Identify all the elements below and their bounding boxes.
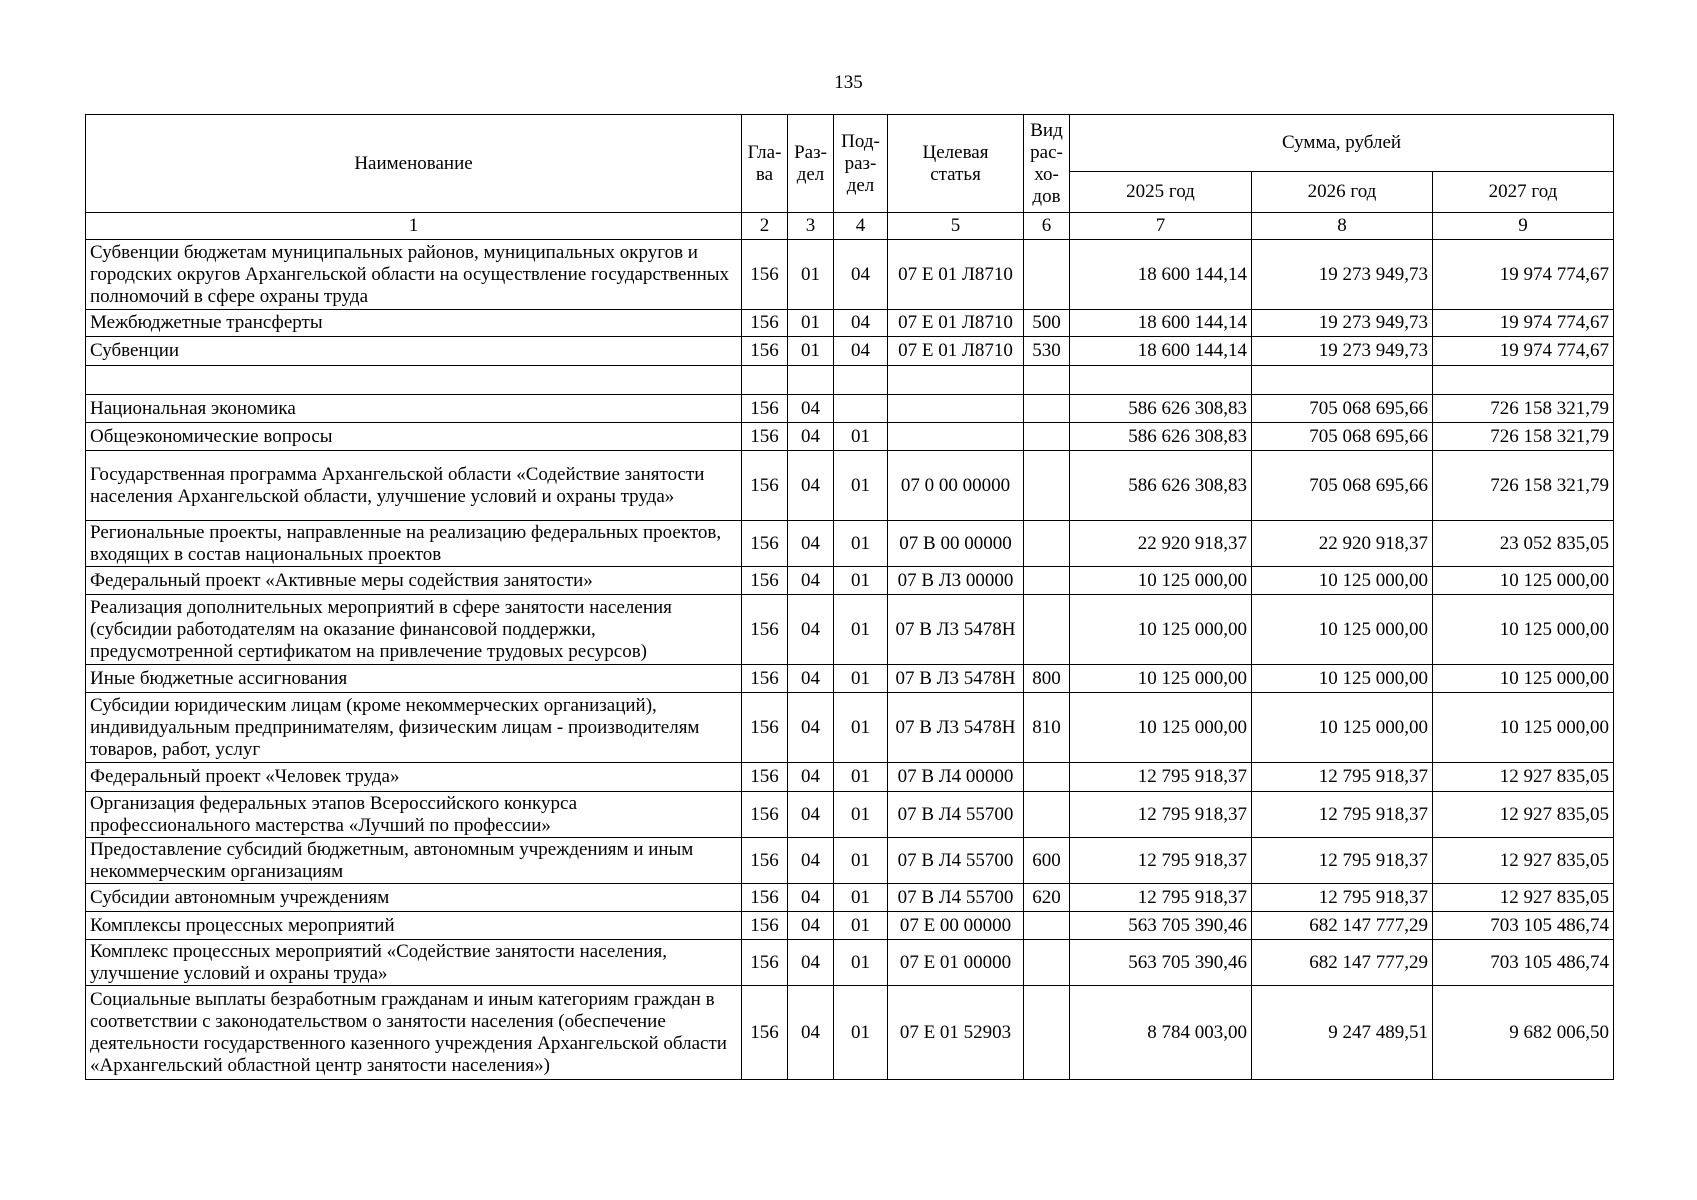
table-row — [86, 986, 1614, 1080]
row-podrazdel: 01 — [834, 838, 888, 884]
row-glava: 156 — [742, 567, 788, 595]
column-number-row — [86, 213, 1614, 240]
row-sum-2027: 19 974 774,67 — [1433, 337, 1614, 366]
row-razdel: 04 — [788, 763, 834, 792]
row-sum-2026: 12 795 918,37 — [1252, 763, 1433, 792]
row-sum-2026: 22 920 918,37 — [1252, 521, 1433, 567]
row-sum-2027: 10 125 000,00 — [1433, 595, 1614, 665]
row-sum-2025: 563 705 390,46 — [1070, 940, 1252, 986]
row-sum-2026: 705 068 695,66 — [1252, 451, 1433, 521]
row-vid-rashodov: 530 — [1024, 337, 1070, 366]
row-glava: 156 — [742, 838, 788, 884]
header-name: Наименование — [86, 115, 742, 213]
row-sum-2026: 12 795 918,37 — [1252, 838, 1433, 884]
row-celevaya-statya — [888, 366, 1024, 395]
column-number: 7 — [1070, 213, 1252, 240]
row-sum-2025: 18 600 144,14 — [1070, 337, 1252, 366]
row-name: Субсидии автономным учреждениям — [86, 884, 742, 912]
row-vid-rashodov — [1024, 595, 1070, 665]
row-sum-2027: 703 105 486,74 — [1433, 912, 1614, 940]
row-glava: 156 — [742, 240, 788, 310]
row-sum-2026: 705 068 695,66 — [1252, 423, 1433, 451]
row-sum-2026: 9 247 489,51 — [1252, 986, 1433, 1080]
row-glava: 156 — [742, 763, 788, 792]
row-sum-2025: 18 600 144,14 — [1070, 310, 1252, 337]
header-razdel: Раз- дел — [788, 115, 834, 213]
row-name: Субвенции бюджетам муниципальных районов, муниципальных округов и городских округов Архангельской области на осуществление государственных полномочий в сфере охраны труда — [86, 240, 742, 310]
row-sum-2025: 22 920 918,37 — [1070, 521, 1252, 567]
header-year-2026: 2026 год — [1252, 172, 1433, 213]
row-vid-rashodov — [1024, 763, 1070, 792]
row-sum-2026: 12 795 918,37 — [1252, 792, 1433, 838]
row-podrazdel: 01 — [834, 912, 888, 940]
row-vid-rashodov — [1024, 395, 1070, 423]
row-sum-2025: 12 795 918,37 — [1070, 838, 1252, 884]
row-celevaya-statya: 07 В Л4 55700 — [888, 792, 1024, 838]
row-name: Общеэкономические вопросы — [86, 423, 742, 451]
row-podrazdel: 01 — [834, 665, 888, 693]
table-row — [86, 940, 1614, 986]
row-sum-2025: 10 125 000,00 — [1070, 693, 1252, 763]
table-row — [86, 310, 1614, 337]
table-row — [86, 366, 1614, 395]
row-vid-rashodov — [1024, 521, 1070, 567]
row-razdel: 04 — [788, 395, 834, 423]
column-number: 3 — [788, 213, 834, 240]
row-sum-2027: 19 974 774,67 — [1433, 240, 1614, 310]
row-name: Иные бюджетные ассигнования — [86, 665, 742, 693]
row-sum-2027: 12 927 835,05 — [1433, 884, 1614, 912]
row-sum-2025: 12 795 918,37 — [1070, 884, 1252, 912]
row-podrazdel: 01 — [834, 986, 888, 1080]
table-row — [86, 665, 1614, 693]
column-number: 9 — [1433, 213, 1614, 240]
row-name: Государственная программа Архангельской области «Содействие занятости населения Архангельской области, улучшение условий и охраны труда» — [86, 451, 742, 521]
row-razdel: 04 — [788, 567, 834, 595]
row-vid-rashodov: 600 — [1024, 838, 1070, 884]
row-sum-2027: 10 125 000,00 — [1433, 665, 1614, 693]
row-glava: 156 — [742, 912, 788, 940]
column-number: 2 — [742, 213, 788, 240]
row-name: Федеральный проект «Активные меры содействия занятости» — [86, 567, 742, 595]
row-podrazdel: 01 — [834, 451, 888, 521]
table-body — [86, 240, 1614, 1080]
row-name: Федеральный проект «Человек труда» — [86, 763, 742, 792]
row-sum-2026: 10 125 000,00 — [1252, 665, 1433, 693]
row-vid-rashodov — [1024, 567, 1070, 595]
table-row — [86, 240, 1614, 310]
row-sum-2025: 12 795 918,37 — [1070, 792, 1252, 838]
row-sum-2025: 586 626 308,83 — [1070, 395, 1252, 423]
row-vid-rashodov — [1024, 986, 1070, 1080]
table-row — [86, 763, 1614, 792]
row-sum-2026: 10 125 000,00 — [1252, 693, 1433, 763]
row-vid-rashodov — [1024, 912, 1070, 940]
table-header — [86, 115, 1614, 240]
row-glava: 156 — [742, 595, 788, 665]
row-razdel: 04 — [788, 521, 834, 567]
row-podrazdel — [834, 395, 888, 423]
header-year-2027: 2027 год — [1433, 172, 1614, 213]
row-vid-rashodov — [1024, 792, 1070, 838]
row-vid-rashodov: 500 — [1024, 310, 1070, 337]
row-sum-2027: 23 052 835,05 — [1433, 521, 1614, 567]
row-glava: 156 — [742, 310, 788, 337]
row-celevaya-statya: 07 Е 01 00000 — [888, 940, 1024, 986]
row-name: Социальные выплаты безработным гражданам и иным категориям граждан в соответствии с законодательством о занятости населения (обеспечение деятельности государственного казенного учреждения Архангельской области «Архангельский областной центр занятости населения») — [86, 986, 742, 1080]
row-sum-2027: 10 125 000,00 — [1433, 693, 1614, 763]
row-vid-rashodov — [1024, 240, 1070, 310]
row-sum-2026: 682 147 777,29 — [1252, 912, 1433, 940]
table-row — [86, 838, 1614, 884]
row-glava: 156 — [742, 451, 788, 521]
row-celevaya-statya: 07 В Л4 55700 — [888, 884, 1024, 912]
row-podrazdel: 01 — [834, 521, 888, 567]
row-name: Комплексы процессных мероприятий — [86, 912, 742, 940]
header-podrazdel: Под- раз- дел — [834, 115, 888, 213]
row-sum-2026: 19 273 949,73 — [1252, 240, 1433, 310]
row-razdel: 04 — [788, 451, 834, 521]
table-row — [86, 693, 1614, 763]
row-razdel: 01 — [788, 240, 834, 310]
table-row — [86, 521, 1614, 567]
row-glava — [742, 366, 788, 395]
table-row — [86, 884, 1614, 912]
row-sum-2027: 12 927 835,05 — [1433, 838, 1614, 884]
row-podrazdel: 04 — [834, 337, 888, 366]
row-sum-2027: 19 974 774,67 — [1433, 310, 1614, 337]
row-sum-2027 — [1433, 366, 1614, 395]
row-sum-2026: 19 273 949,73 — [1252, 310, 1433, 337]
row-celevaya-statya: 07 Е 01 Л8710 — [888, 310, 1024, 337]
table-row — [86, 451, 1614, 521]
row-podrazdel: 01 — [834, 763, 888, 792]
row-celevaya-statya: 07 В Л3 5478Н — [888, 693, 1024, 763]
table-row — [86, 337, 1614, 366]
row-razdel: 04 — [788, 884, 834, 912]
budget-table — [85, 114, 1614, 1080]
row-sum-2026: 682 147 777,29 — [1252, 940, 1433, 986]
row-sum-2027: 726 158 321,79 — [1433, 395, 1614, 423]
row-sum-2026: 705 068 695,66 — [1252, 395, 1433, 423]
row-sum-2025: 10 125 000,00 — [1070, 665, 1252, 693]
row-vid-rashodov — [1024, 940, 1070, 986]
row-razdel: 04 — [788, 595, 834, 665]
column-number: 4 — [834, 213, 888, 240]
row-podrazdel: 01 — [834, 567, 888, 595]
row-glava: 156 — [742, 395, 788, 423]
row-podrazdel: 01 — [834, 595, 888, 665]
row-glava: 156 — [742, 792, 788, 838]
row-sum-2026 — [1252, 366, 1433, 395]
header-celevaya-statya: Целевая статья — [888, 115, 1024, 213]
column-number: 5 — [888, 213, 1024, 240]
row-sum-2027: 703 105 486,74 — [1433, 940, 1614, 986]
row-sum-2025: 10 125 000,00 — [1070, 595, 1252, 665]
table-row — [86, 792, 1614, 838]
row-sum-2026: 12 795 918,37 — [1252, 884, 1433, 912]
row-name: Реализация дополнительных мероприятий в сфере занятости населения (субсидии работодателям на оказание финансовой поддержки, предусмотренной сертификатом на привлечение трудовых ресурсов) — [86, 595, 742, 665]
row-sum-2025: 18 600 144,14 — [1070, 240, 1252, 310]
row-vid-rashodov: 800 — [1024, 665, 1070, 693]
row-celevaya-statya: 07 В 00 00000 — [888, 521, 1024, 567]
row-sum-2027: 726 158 321,79 — [1433, 451, 1614, 521]
row-sum-2025: 12 795 918,37 — [1070, 763, 1252, 792]
row-razdel: 01 — [788, 337, 834, 366]
row-glava: 156 — [742, 665, 788, 693]
row-vid-rashodov: 810 — [1024, 693, 1070, 763]
row-podrazdel — [834, 366, 888, 395]
row-vid-rashodov: 620 — [1024, 884, 1070, 912]
header-glava: Гла- ва — [742, 115, 788, 213]
row-name: Национальная экономика — [86, 395, 742, 423]
row-podrazdel: 01 — [834, 940, 888, 986]
row-glava: 156 — [742, 693, 788, 763]
row-name: Комплекс процессных мероприятий «Содействие занятости населения, улучшение условий и охраны труда» — [86, 940, 742, 986]
row-sum-2025: 586 626 308,83 — [1070, 451, 1252, 521]
row-podrazdel: 01 — [834, 884, 888, 912]
row-sum-2025: 8 784 003,00 — [1070, 986, 1252, 1080]
row-name: Субсидии юридическим лицам (кроме некоммерческих организаций), индивидуальным предпринимателям, физическим лицам - производителям товаров, работ, услуг — [86, 693, 742, 763]
row-razdel: 04 — [788, 423, 834, 451]
row-glava: 156 — [742, 986, 788, 1080]
column-number: 1 — [86, 213, 742, 240]
row-sum-2027: 726 158 321,79 — [1433, 423, 1614, 451]
row-razdel — [788, 366, 834, 395]
row-celevaya-statya — [888, 395, 1024, 423]
row-razdel: 04 — [788, 693, 834, 763]
row-razdel: 04 — [788, 986, 834, 1080]
row-sum-2025: 563 705 390,46 — [1070, 912, 1252, 940]
column-number: 6 — [1024, 213, 1070, 240]
table-row — [86, 595, 1614, 665]
row-sum-2025 — [1070, 366, 1252, 395]
row-celevaya-statya: 07 Е 01 Л8710 — [888, 337, 1024, 366]
row-name: Региональные проекты, направленные на реализацию федеральных проектов, входящих в состав национальных проектов — [86, 521, 742, 567]
row-name: Субвенции — [86, 337, 742, 366]
table-row — [86, 912, 1614, 940]
row-sum-2026: 10 125 000,00 — [1252, 567, 1433, 595]
header-summa: Сумма, рублей — [1070, 115, 1614, 172]
header-year-2025: 2025 год — [1070, 172, 1252, 213]
row-podrazdel: 04 — [834, 310, 888, 337]
row-name — [86, 366, 742, 395]
row-glava: 156 — [742, 521, 788, 567]
row-celevaya-statya: 07 В Л4 55700 — [888, 838, 1024, 884]
row-podrazdel: 01 — [834, 792, 888, 838]
row-sum-2027: 12 927 835,05 — [1433, 763, 1614, 792]
row-celevaya-statya — [888, 423, 1024, 451]
row-sum-2025: 586 626 308,83 — [1070, 423, 1252, 451]
row-name: Межбюджетные трансферты — [86, 310, 742, 337]
row-sum-2027: 9 682 006,50 — [1433, 986, 1614, 1080]
row-glava: 156 — [742, 337, 788, 366]
row-razdel: 04 — [788, 665, 834, 693]
table-row — [86, 423, 1614, 451]
row-celevaya-statya: 07 В Л3 5478Н — [888, 595, 1024, 665]
table-row — [86, 395, 1614, 423]
row-razdel: 04 — [788, 912, 834, 940]
row-podrazdel: 04 — [834, 240, 888, 310]
row-podrazdel: 01 — [834, 693, 888, 763]
row-razdel: 01 — [788, 310, 834, 337]
row-vid-rashodov — [1024, 423, 1070, 451]
row-sum-2026: 19 273 949,73 — [1252, 337, 1433, 366]
row-sum-2027: 12 927 835,05 — [1433, 792, 1614, 838]
row-celevaya-statya: 07 В Л3 5478Н — [888, 665, 1024, 693]
row-celevaya-statya: 07 Е 01 52903 — [888, 986, 1024, 1080]
row-razdel: 04 — [788, 792, 834, 838]
row-razdel: 04 — [788, 940, 834, 986]
row-glava: 156 — [742, 940, 788, 986]
row-glava: 156 — [742, 423, 788, 451]
row-vid-rashodov — [1024, 451, 1070, 521]
row-celevaya-statya: 07 В Л4 00000 — [888, 763, 1024, 792]
table-row — [86, 567, 1614, 595]
row-sum-2027: 10 125 000,00 — [1433, 567, 1614, 595]
row-celevaya-statya: 07 В Л3 00000 — [888, 567, 1024, 595]
row-name: Организация федеральных этапов Всероссийского конкурса профессионального мастерства «Лучший по профессии» — [86, 792, 742, 838]
row-celevaya-statya: 07 0 00 00000 — [888, 451, 1024, 521]
row-glava: 156 — [742, 884, 788, 912]
row-celevaya-statya: 07 Е 00 00000 — [888, 912, 1024, 940]
header-vid-rashodov: Вид рас- хо- дов — [1024, 115, 1070, 213]
row-sum-2026: 10 125 000,00 — [1252, 595, 1433, 665]
row-razdel: 04 — [788, 838, 834, 884]
row-celevaya-statya: 07 Е 01 Л8710 — [888, 240, 1024, 310]
row-sum-2025: 10 125 000,00 — [1070, 567, 1252, 595]
column-number: 8 — [1252, 213, 1433, 240]
row-podrazdel: 01 — [834, 423, 888, 451]
row-name: Предоставление субсидий бюджетным, автономным учреждениям и иным некоммерческим организациям — [86, 838, 742, 884]
page-number: 135 — [834, 72, 863, 93]
row-vid-rashodov — [1024, 366, 1070, 395]
